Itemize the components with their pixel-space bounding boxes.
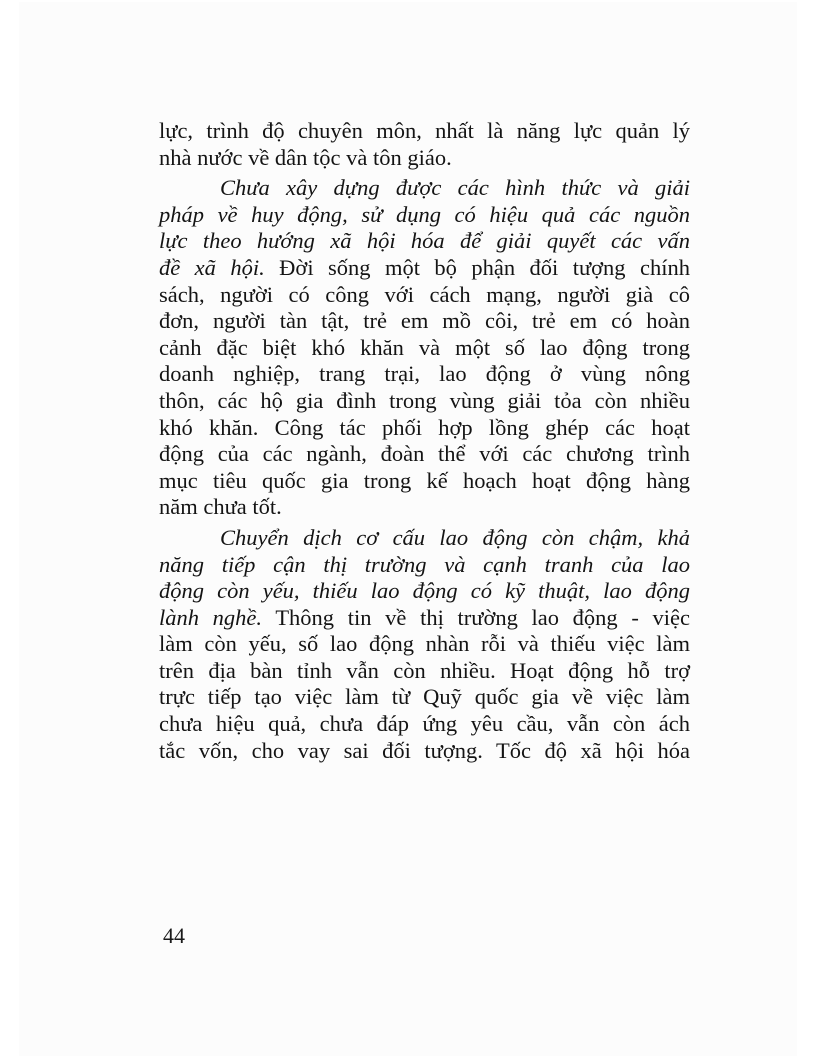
text-line <box>159 175 690 202</box>
text-line <box>159 308 690 335</box>
text-run: trực tiếp tạo việc làm từ Quỹ quốc gia về việc làm <box>159 684 690 710</box>
text-run: tắc vốn, cho vay sai đối tượng. Tốc độ xã hội hóa <box>159 737 690 763</box>
text-line <box>159 441 690 468</box>
text-line <box>159 118 690 145</box>
text-line <box>159 658 690 685</box>
body-text <box>159 118 690 764</box>
text-line <box>159 145 690 172</box>
text-run: trên địa bàn tỉnh vẫn còn nhiều. Hoạt động hỗ trợ <box>159 657 690 683</box>
text-run: lực, trình độ chuyên môn, nhất là năng lực quản lý <box>159 118 690 143</box>
text-run: thôn, các hộ gia đình trong vùng giải tỏa còn nhiều <box>159 387 690 413</box>
text-run: đơn, người tàn tật, trẻ em mồ côi, trẻ em có hoàn <box>159 308 690 334</box>
text-line <box>159 415 690 442</box>
text-run: năm chưa tốt. <box>159 494 282 520</box>
text-line <box>159 738 690 765</box>
italic-run: động còn yếu, thiếu lao động có kỹ thuật, lao động <box>159 578 690 604</box>
italic-run: Chưa xây dựng được các hình thức và giải <box>220 175 690 201</box>
text-line <box>159 335 690 362</box>
page-number: 44 <box>163 923 185 948</box>
italic-run: đề xã hội. <box>159 254 265 280</box>
text-line <box>159 228 690 255</box>
text-run: động của các ngành, đoàn thể với các chương trình <box>159 441 690 467</box>
text-run: mục tiêu quốc gia trong kế hoạch hoạt động hàng <box>159 467 690 493</box>
text-line <box>159 684 690 711</box>
text-run: khó khăn. Công tác phối hợp lồng ghép các hoạt <box>159 414 690 440</box>
text-run: chưa hiệu quả, chưa đáp ứng yêu cầu, vẫn còn ách <box>159 711 690 737</box>
text-run: nhà nước về dân tộc và tôn giáo. <box>159 144 452 170</box>
text-line <box>159 282 690 309</box>
italic-run: Chuyển dịch cơ cấu lao động còn chậm, khả <box>220 524 690 550</box>
italic-run: lực theo hướng xã hội hóa để giải quyết các vấn <box>159 228 690 254</box>
italic-run: pháp về huy động, sử dụng có hiệu quả các nguồn <box>159 201 690 227</box>
text-line <box>159 361 690 388</box>
document-page <box>19 2 797 1056</box>
text-line <box>159 631 690 658</box>
paragraph-2 <box>159 175 690 521</box>
paragraph-3 <box>159 525 690 764</box>
mixed-run <box>159 605 690 632</box>
italic-run: lành nghề. <box>159 604 263 630</box>
text-line <box>159 552 690 579</box>
text-line <box>159 711 690 738</box>
text-line <box>159 525 690 552</box>
text-line <box>159 388 690 415</box>
text-run: sách, người có công với cách mạng, người già cô <box>159 281 690 307</box>
text-run: doanh nghiệp, trang trại, lao động ở vùng nông <box>159 361 690 387</box>
text-line <box>159 468 690 495</box>
text-run: làm còn yếu, số lao động nhàn rỗi và thiếu việc làm <box>159 631 690 657</box>
text-line <box>159 202 690 229</box>
mixed-run <box>159 255 690 282</box>
text-run: cảnh đặc biệt khó khăn và một số lao động trong <box>159 334 690 360</box>
text-line <box>159 255 690 282</box>
text-line <box>159 605 690 632</box>
paragraph-1 <box>159 118 690 171</box>
text-line <box>159 494 690 521</box>
text-line <box>159 578 690 605</box>
text-run: Đời sống một bộ phận đối tượng chính <box>264 254 690 280</box>
italic-run: năng tiếp cận thị trường và cạnh tranh của lao <box>159 551 690 577</box>
text-run: Thông tin về thị trường lao động - việc <box>262 604 690 630</box>
